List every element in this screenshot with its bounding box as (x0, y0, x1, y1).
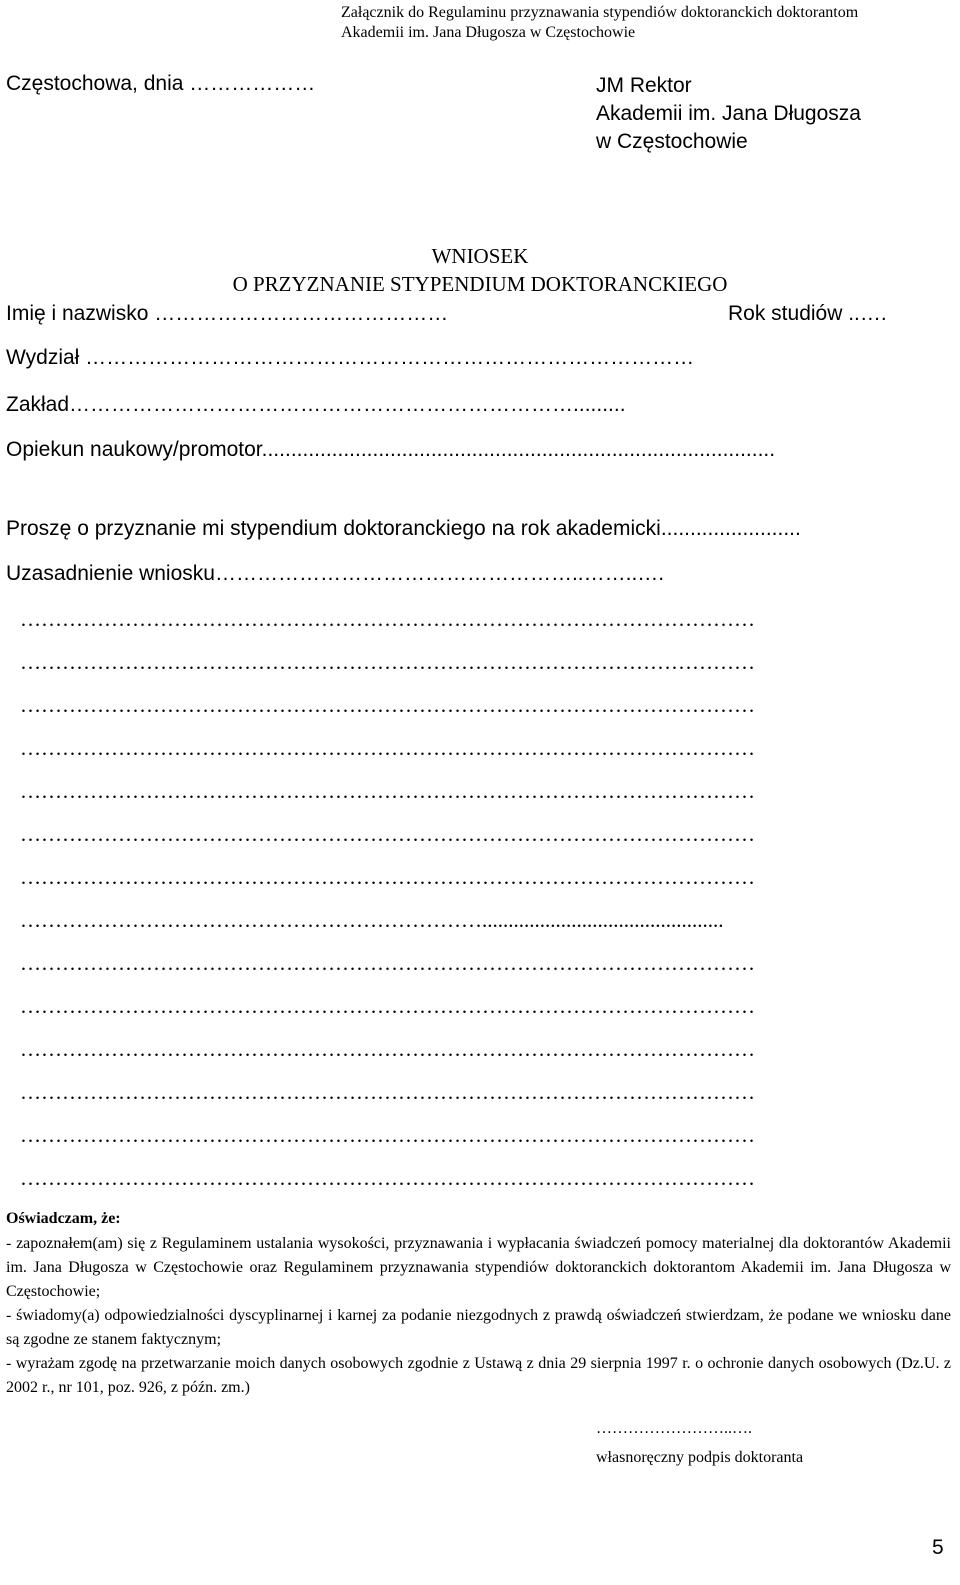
addressee-line2: Akademii im. Jana Długosza (596, 102, 861, 125)
signature-line[interactable]: ……………………..…. (596, 1420, 752, 1437)
justification-line[interactable]: …………………………………………………………………………………………… (20, 736, 755, 760)
request-sentence[interactable]: Proszę o przyznanie mi stypendium doktoranckiego na rok akademicki........................ (6, 517, 801, 540)
place-date-field[interactable]: Częstochowa, dnia ……………… (6, 72, 316, 95)
justification-line[interactable]: …………………………………………………………………………………………… (20, 779, 755, 803)
declaration-heading: Oświadczam, że: (6, 1210, 121, 1227)
justification-line[interactable]: …………………………………………………………………………………………… (20, 951, 755, 975)
justification-line[interactable]: …………………………………………………………………………………………… (20, 1166, 755, 1190)
declaration-item: - wyrażam zgodę na przetwarzanie moich danych osobowych zgodnie z Ustawą z dnia 29 sierpnia 1997 r. o ochronie danych osobowych (Dz.U. z 2002 r., nr 101, poz. 926, z późn. zm.) (6, 1355, 951, 1396)
page-number: 5 (932, 1536, 944, 1559)
addressee-line1: JM Rektor (596, 74, 692, 97)
justification-line[interactable]: …………………………………………………………………………………………… (20, 1080, 755, 1104)
declaration-item: - zapoznałem(am) się z Regulaminem ustalania wysokości, przyznawania i wypłacania świadczeń pomocy materialnej dla doktorantów Akademii im. Jana Długosza w Częstochowie oraz Regulaminem przyznawania stypendiów doktoranckich doktorantom Akademii im. Jana Długosza w Częstochowie; (6, 1235, 951, 1300)
declaration-item: - świadomy(a) odpowiedzialności dyscyplinarnej i karnej za podanie niezgodnych z prawdą oświadczeń stwierdzam, że podane we wniosku dane są zgodne ze stanem faktycznym; (6, 1307, 951, 1348)
justification-line[interactable]: …………………………………………………………………………………………… (20, 607, 755, 631)
justification-line[interactable]: …………………………………………………………………………………………… (20, 1123, 755, 1147)
justification-line[interactable]: …………………………………………………………………………………………… (20, 822, 755, 846)
justification-line[interactable]: …………………………………………………………………………………………… (20, 1037, 755, 1061)
justification-line[interactable]: …………………………………………………………………………………………… (20, 865, 755, 889)
annex-note-line1: Załącznik do Regulaminu przyznawania stypendiów doktoranckich doktorantom (341, 4, 859, 21)
title-line2: O PRZYZNANIE STYPENDIUM DOKTORANCKIEGO (232, 272, 728, 296)
supervisor-field[interactable]: Opiekun naukowy/promotor........................................................................................ (6, 438, 776, 461)
name-field[interactable]: Imię i nazwisko …………………………………… (6, 302, 449, 325)
faculty-field[interactable]: Wydział …………………………………………………………………………… (6, 346, 695, 369)
addressee-line3: w Częstochowie (596, 130, 748, 153)
document-title (0, 242, 960, 298)
department-field[interactable]: Zakład………………………………………………………………......... (6, 393, 626, 416)
justification-line[interactable]: …………………………………………………………………………………………… (20, 650, 755, 674)
annex-note (341, 3, 858, 43)
signature-label: własnoręczny podpis doktoranta (596, 1449, 804, 1466)
study-year-field[interactable]: Rok studiów ..…. (728, 302, 887, 325)
justification-label[interactable]: Uzasadnienie wniosku……………………………………………..……..…. (6, 562, 665, 585)
declaration-body (6, 1232, 951, 1400)
title-line1: WNIOSEK (431, 244, 529, 268)
addressee (596, 72, 861, 156)
justification-line[interactable]: …………………………………………………………………………………………… (20, 994, 755, 1018)
justification-line[interactable]: ………………………………………………………….............................................. (20, 908, 724, 932)
justification-line[interactable]: …………………………………………………………………………………………… (20, 693, 755, 717)
annex-note-line2: Akademii im. Jana Długosza w Częstochowie (341, 24, 636, 41)
